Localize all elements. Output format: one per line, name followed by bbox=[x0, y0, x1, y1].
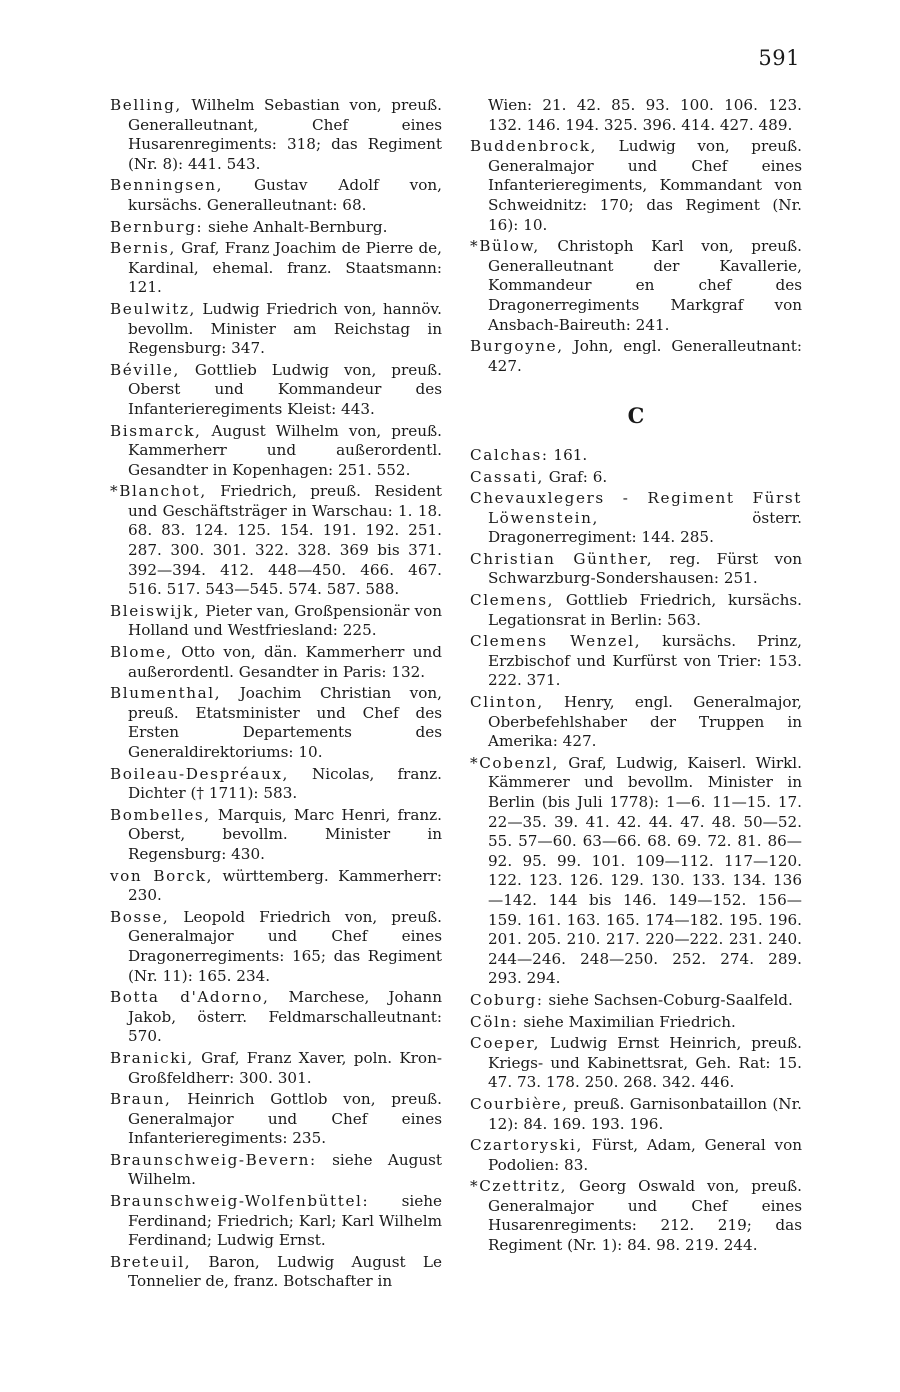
entry-headword: Clemens, bbox=[470, 591, 555, 610]
index-entry-continuation: Wien: 21. 42. 85. 93. 100. 106. 123. 132. 146. 194. 325. 396. 414. 427. 489. bbox=[488, 96, 802, 134]
entry-text: Graf: 6. bbox=[543, 467, 608, 486]
entry-text: Ludwig Friedrich von, hannöv. bevollm. Minister am Reichstag in Regensburg: 347. bbox=[128, 299, 442, 358]
index-entry bbox=[470, 137, 802, 235]
entry-text: Graf, Franz Joachim de Pierre de, Kardinal, ehemal. franz. Staatsmann: 121. bbox=[128, 239, 442, 297]
index-entry bbox=[110, 765, 442, 804]
entry-text: Joachim Christian von, preuß. Etatsminister und Chef des Ersten Departements des Generaldirektoriums: 10. bbox=[128, 684, 442, 761]
entry-headword: Calchas: bbox=[470, 445, 549, 464]
section-letter-c: C bbox=[627, 403, 645, 429]
entry-headword: Boileau-Despréaux, bbox=[110, 764, 289, 783]
entry-headword: *Cobenzl, bbox=[470, 753, 559, 772]
entry-text: Heinrich Gottlob von, preuß. Generalmajor und Chef eines Infanterieregiments: 235. bbox=[128, 1090, 442, 1148]
index-entry bbox=[110, 684, 442, 762]
index-entry bbox=[470, 1034, 802, 1093]
entry-text: Graf, Ludwig, Kaiserl. Wirkl. Kämmerer und bevollm. Minister in Berlin (bis Juli 1778): 1—6. 11—15. 17. 22—35. 39. 41. 42. 44. 47. 48. 50—52. 55. 57—60. 63—66. 68. 69. 72. 81. 86—92. 95. 99. 101. 109—112. 117—120. 122. 123. 126. 129. 130. 133. 134. 136—142. 144 bis 146. 149—152. 156—159. 161. 163. 165. 174—182. 195. 196. 201. 205. 210. 217. 220—222. 231. 240. 244—246. 248—250. 252. 274. 289. 293. 294. bbox=[488, 753, 802, 988]
entry-text: Henry, engl. Generalmajor, Oberbefehlshaber der Truppen in Amerika: 427. bbox=[488, 693, 802, 751]
entry-text: Marquis, Marc Henri, franz. Oberst, bevollm. Minister in Regensburg: 430. bbox=[128, 805, 442, 863]
entry-headword: Breteuil, bbox=[110, 1252, 192, 1271]
entry-text: siehe Anhalt-Bernburg. bbox=[203, 217, 388, 236]
index-entry bbox=[470, 489, 802, 548]
index-entry bbox=[470, 1136, 802, 1175]
entry-headword: Beulwitz, bbox=[110, 299, 196, 318]
entry-text: preuß. Garnisonbataillon (Nr. 12): 84. 169. 193. 196. bbox=[488, 1094, 802, 1133]
index-column-right bbox=[470, 96, 802, 1258]
entry-headword: Braunschweig-Wolfenbüttel: bbox=[110, 1192, 370, 1211]
entry-headword: Botta d'Adorno, bbox=[110, 988, 270, 1007]
index-entry bbox=[470, 468, 802, 488]
entry-text: österr. Dragonerregiment: 144. 285. bbox=[488, 508, 802, 547]
index-entry bbox=[110, 867, 442, 906]
entry-headword: *Blanchot, bbox=[110, 482, 207, 501]
index-entry bbox=[110, 1049, 442, 1088]
entry-headword: Blome, bbox=[110, 643, 173, 662]
index-entry bbox=[110, 1151, 442, 1190]
entry-headword: Courbière, bbox=[470, 1094, 569, 1113]
entry-headword: *Czettritz, bbox=[470, 1177, 568, 1196]
entry-headword: Cassati, bbox=[470, 467, 544, 486]
entry-text: Marchese, Johann Jakob, österr. Feldmarschalleutnant: 570. bbox=[128, 988, 443, 1046]
index-entry bbox=[110, 96, 442, 174]
entry-headword: Czartoryski, bbox=[470, 1136, 583, 1155]
entry-text: Christoph Karl von, preuß. Generalleutnant der Kavallerie, Kommandeur en chef des Dragonerregiments Markgraf von Ansbach-Baireuth: 241. bbox=[488, 237, 802, 334]
entry-text: 161. bbox=[548, 445, 588, 464]
entry-text: Ludwig von, preuß. Generalmajor und Chef eines Infanterieregiments, Kommandant von Schweidnitz: 170; das Regiment (Nr. 16): 10. bbox=[488, 137, 802, 234]
entry-text: siehe Ferdinand; Friedrich; Karl; Karl Wilhelm Ferdinand; Ludwig Ernst. bbox=[128, 1192, 442, 1250]
entry-text: John, engl. Generalleutnant: 427. bbox=[488, 337, 802, 375]
entry-text: Wilhelm Sebastian von, preuß. Generalleutnant, Chef eines Husarenregiments: 318; das Regiment (Nr. 8): 441. 543. bbox=[128, 96, 442, 173]
index-entry bbox=[470, 754, 802, 989]
entry-text: Leopold Friedrich von, preuß. Generalmajor und Chef eines Dragonerregiments: 165; das Regiment (Nr. 11): 165. 234. bbox=[128, 907, 442, 985]
entry-text: Otto von, dän. Kammerherr und außerordentl. Gesandter in Paris: 132. bbox=[128, 643, 442, 681]
entry-headword: Braunschweig-Bevern: bbox=[110, 1150, 317, 1169]
entry-headword: Bosse, bbox=[110, 907, 170, 926]
entry-headword: Bismarck, bbox=[110, 421, 202, 440]
index-entry bbox=[470, 550, 802, 589]
entry-text: Gustav Adolf von, kursächs. Generalleutnant: 68. bbox=[128, 176, 442, 214]
entry-text: siehe August Wilhelm. bbox=[128, 1150, 442, 1189]
entry-text: Georg Oswald von, preuß. Generalmajor und Chef eines Husarenregiments: 212. 219; das Regiment (Nr. 1): 84. 98. 219. 244. bbox=[488, 1177, 802, 1255]
entry-headword: Buddenbrock, bbox=[470, 137, 598, 156]
entry-headword: Coburg: bbox=[470, 990, 544, 1009]
index-entry bbox=[470, 991, 802, 1011]
entry-text: Friedrich, preuß. Resident und Geschäftsträger in Warschau: 1. 18. 68. 83. 124. 125. 154. 191. 192. 251. 287. 300. 301. 322. 328. 369 bis 371. 392—394. 412. 448—450. 466. 467. 516. 517. 543—545. 574. 587. 588. bbox=[128, 482, 442, 599]
index-entry bbox=[110, 908, 442, 986]
entry-text: kursächs. Prinz, Erzbischof und Kurfürst von Trier: 153. 222. 371. bbox=[488, 632, 803, 690]
entry-text: siehe Sachsen-Coburg-Saalfeld. bbox=[543, 990, 793, 1009]
entry-headword: Coeper, bbox=[470, 1034, 541, 1053]
entry-headword: Bombelles, bbox=[110, 805, 211, 824]
page-number: 591 bbox=[758, 46, 800, 70]
entry-headword: Clinton, bbox=[470, 693, 544, 712]
index-entry bbox=[110, 1253, 442, 1292]
entry-headword: Bleiswijk, bbox=[110, 601, 201, 620]
index-entry bbox=[110, 422, 442, 481]
index-entry bbox=[110, 482, 442, 600]
index-entry bbox=[110, 361, 442, 420]
entry-headword: Clemens Wenzel, bbox=[470, 632, 642, 651]
index-entry bbox=[470, 1095, 802, 1134]
entry-headword: Belling, bbox=[110, 96, 182, 114]
index-entry bbox=[110, 300, 442, 359]
entry-headword: Bernis, bbox=[110, 239, 176, 258]
index-entry bbox=[470, 1013, 802, 1033]
index-entry bbox=[470, 337, 802, 376]
entry-text: württemberg. Kammerherr: 230. bbox=[128, 866, 443, 905]
index-column-left bbox=[110, 96, 442, 1294]
entry-headword: Cöln: bbox=[470, 1012, 519, 1031]
index-entry bbox=[470, 693, 802, 752]
index-entry bbox=[110, 239, 442, 298]
entry-headword: Branicki, bbox=[110, 1048, 194, 1067]
index-entry bbox=[470, 632, 802, 691]
entry-text: Fürst, Adam, General von Podolien: 83. bbox=[488, 1136, 802, 1174]
entry-text: siehe Maximilian Friedrich. bbox=[518, 1012, 736, 1031]
index-entry bbox=[110, 988, 442, 1047]
entry-text: Graf, Franz Xaver, poln. Kron-Großfeldherr: 300. 301. bbox=[128, 1048, 442, 1087]
index-entry bbox=[110, 176, 442, 215]
entry-text: reg. Fürst von Schwarzburg-Sondershausen: 251. bbox=[488, 549, 802, 588]
entry-headword: Christian Günther, bbox=[470, 549, 654, 568]
index-entry bbox=[110, 643, 442, 682]
entry-headword: *Bülow, bbox=[470, 237, 540, 256]
index-entry bbox=[110, 602, 442, 641]
entry-headword: Béville, bbox=[110, 360, 180, 379]
entry-headword: von Borck, bbox=[110, 866, 214, 885]
index-entry bbox=[470, 1177, 802, 1255]
entry-text: Gottlieb Ludwig von, preuß. Oberst und Kommandeur des Infanterieregiments Kleist: 443. bbox=[128, 360, 442, 418]
index-entry bbox=[110, 1192, 442, 1251]
index-entry bbox=[110, 1090, 442, 1149]
entry-text: Gottlieb Friedrich, kursächs. Legationsrat in Berlin: 563. bbox=[488, 591, 802, 629]
index-entry bbox=[110, 806, 442, 865]
index-entry bbox=[470, 237, 802, 335]
entry-headword: Burgoyne, bbox=[470, 337, 564, 356]
entry-text: August Wilhelm von, preuß. Kammerherr und außerordentl. Gesandter in Kopenhagen: 251. 552. bbox=[128, 421, 442, 479]
index-entry bbox=[470, 446, 802, 466]
entry-text: Nicolas, franz. Dichter († 1711): 583. bbox=[128, 764, 442, 803]
entry-headword: Bernburg: bbox=[110, 217, 204, 236]
entry-headword: Blumenthal, bbox=[110, 684, 222, 703]
index-entry bbox=[470, 591, 802, 630]
entry-text: Ludwig Ernst Heinrich, preuß. Kriegs- und Kabinettsrat, Geh. Rat: 15. 47. 73. 178. 250. 268. 342. 446. bbox=[488, 1034, 802, 1092]
entry-text: Baron, Ludwig August Le Tonnelier de, franz. Botschafter in bbox=[128, 1252, 442, 1291]
entry-headword: Braun, bbox=[110, 1090, 172, 1109]
entry-headword: Chevauxlegers - Regiment Fürst Löwenstein, bbox=[470, 489, 802, 527]
entry-headword: Benningsen, bbox=[110, 176, 224, 195]
entry-text: Pieter van, Großpensionär von Holland und Westfriesland: 225. bbox=[128, 601, 442, 640]
index-entry bbox=[110, 218, 442, 238]
